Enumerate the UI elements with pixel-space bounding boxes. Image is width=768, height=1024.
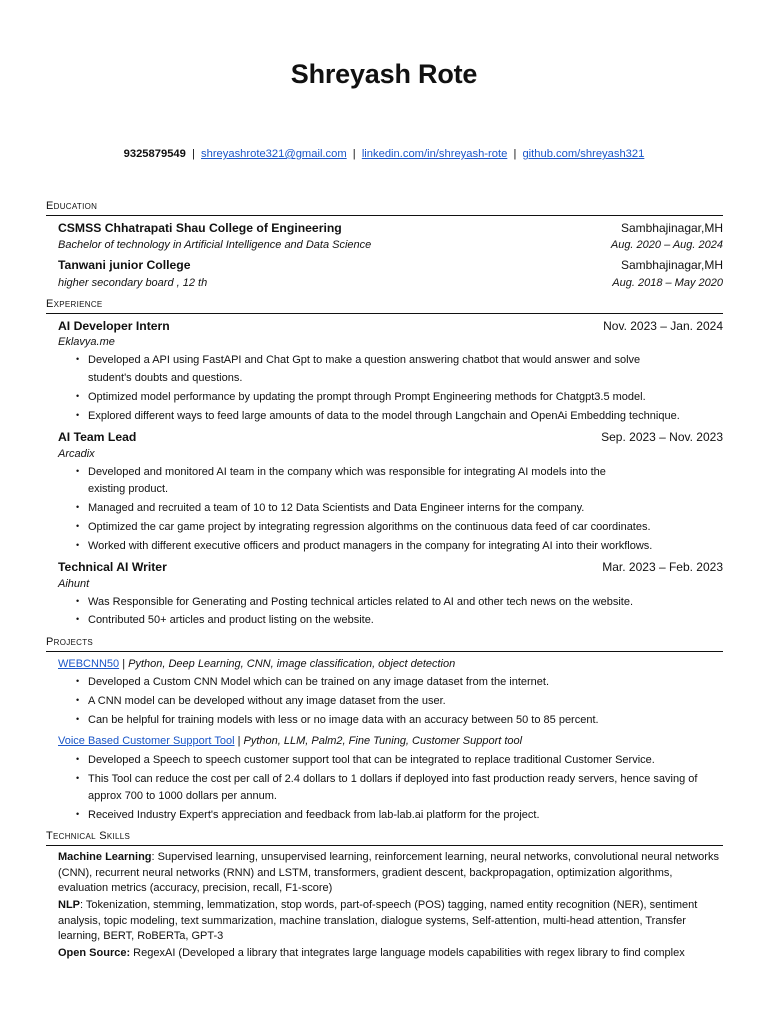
section-title-projects: Projects — [46, 636, 723, 652]
project-tech: Python, LLM, Palm2, Fine Tuning, Customer Support tool — [243, 735, 523, 748]
school-location: Sambhajinagar,MH — [620, 258, 723, 273]
job-title: Technical AI Writer — [58, 559, 167, 574]
project-link[interactable]: WEBCNN50 — [58, 657, 120, 670]
bullet-list — [58, 594, 723, 630]
skill-category — [58, 850, 723, 897]
bullet-item: • Received Industry Expert's appreciation and feedback from lab-lab.ai platform for the project. — [88, 807, 723, 824]
separator: | — [237, 735, 241, 748]
phone-number: 9325879549 — [123, 148, 186, 160]
experience-entry — [46, 318, 723, 425]
project-header — [58, 656, 723, 674]
bullet-item: • Can be helpful for training models with less or no image data with an accuracy between 50 to 85 percent. — [88, 712, 723, 729]
resume-body — [46, 200, 723, 967]
bullet-item: • Developed a Custom CNN Model which can be trained on any image dataset from the internet. — [88, 674, 723, 691]
separator: | — [191, 148, 195, 160]
skill-text: RegexAI (Developed a library that integrates large language models capabilities with regex library to find complex — [130, 946, 685, 959]
job-dates: Nov. 2023 – Jan. 2024 — [603, 318, 723, 333]
bullet-item: • Developed a API using FastAPI and Chat Gpt to make a question answering chatbot that would answer and solve student's doubts and questions. — [88, 352, 648, 387]
education-dates: Aug. 2020 – Aug. 2024 — [610, 239, 723, 252]
company-name: Eklavya.me — [58, 336, 115, 349]
project-link[interactable]: Voice Based Customer Support Tool — [58, 735, 235, 748]
linkedin-link[interactable]: linkedin.com/in/shreyash-rote — [361, 148, 508, 160]
education-entry — [46, 257, 723, 292]
company-name: Aihunt — [58, 577, 90, 590]
bullet-item: • Developed and monitored AI team in the company which was responsible for integrating AI models into the existing product. — [88, 464, 613, 499]
bullet-item: • Contributed 50+ articles and product listing on the website. — [88, 612, 723, 629]
skills-list — [46, 850, 723, 961]
skill-label: Open Source: — [58, 946, 131, 959]
skill-label: NLP — [58, 898, 80, 911]
section-title-education: Education — [46, 200, 723, 216]
bullet-list — [58, 352, 723, 425]
project-header — [58, 733, 723, 751]
bullet-item: • Worked with different executive officers and product managers in the company for integrating AI into their workflows. — [88, 538, 723, 555]
skill-text: : Tokenization, stemming, lemmatization, stop words, part-of-speech (POS) tagging, named entity recognition (NER), sentiment analysis, topic modeling, text summarization, machine translation, dialogue systems, Self-attention, multi-head attention, Transfer learning, BERT, RoBERTa, GPT-3 — [58, 898, 698, 943]
bullet-item: • Explored different ways to feed large amounts of data to the model through Langchain and OpenAi Embedding technique. — [88, 408, 723, 425]
degree: higher secondary board , 12 th — [58, 277, 208, 290]
bullet-item: • Optimized model performance by updating the prompt through Prompt Engineering methods for Chatgpt3.5 model. — [88, 389, 723, 406]
education-section — [46, 200, 723, 292]
degree: Bachelor of technology in Artificial Intelligence and Data Science — [58, 239, 372, 252]
job-title: AI Team Lead — [58, 429, 137, 444]
section-title-skills: Technical Skills — [46, 830, 723, 846]
job-dates: Mar. 2023 – Feb. 2023 — [602, 559, 723, 574]
skill-category — [58, 946, 723, 962]
skill-label: Machine Learning — [58, 851, 152, 864]
experience-entry — [46, 559, 723, 630]
school-location: Sambhajinagar,MH — [620, 220, 723, 235]
skills-section — [46, 830, 723, 961]
email-link[interactable]: shreyashrote321@gmail.com — [201, 148, 347, 160]
separator: | — [513, 148, 517, 160]
separator: | — [352, 148, 356, 160]
bullet-item: • Developed a Speech to speech customer support tool that can be integrated to replace traditional Customer Service. — [88, 752, 723, 769]
experience-entry — [46, 429, 723, 555]
resume-name: Shreyash Rote — [290, 59, 478, 89]
bullet-item: • Was Responsible for Generating and Posting technical articles related to AI and other tech news on the website. — [88, 594, 723, 611]
separator: | — [122, 657, 126, 670]
school-name: Tanwani junior College — [58, 258, 191, 273]
bullet-item: • Optimized the car game project by integrating regression algorithms on the continuous data feed of car coordinates. — [88, 519, 723, 536]
experience-section — [46, 298, 723, 630]
project-entry — [46, 733, 723, 824]
bullet-list — [58, 752, 723, 825]
bullet-item: • This Tool can reduce the cost per call of 2.4 dollars to 1 dollars if deployed into fast production ready servers, hence saving of approx 700 to 1000 dollars per annum. — [88, 771, 723, 806]
bullet-item: • A CNN model can be developed without any image dataset from the user. — [88, 693, 723, 710]
section-title-experience: Experience — [46, 298, 723, 314]
projects-section — [46, 636, 723, 825]
skill-category — [58, 898, 723, 945]
project-entry — [46, 656, 723, 730]
bullet-list — [58, 674, 723, 729]
company-name: Arcadix — [58, 447, 95, 460]
bullet-list — [58, 464, 723, 555]
job-title: AI Developer Intern — [58, 318, 170, 333]
education-dates: Aug. 2018 – May 2020 — [612, 277, 723, 290]
job-dates: Sep. 2023 – Nov. 2023 — [601, 429, 723, 444]
project-tech: Python, Deep Learning, CNN, image classification, object detection — [128, 657, 456, 670]
school-name: CSMSS Chhatrapati Shau College of Engineering — [58, 220, 342, 235]
contact-line — [0, 146, 768, 163]
education-entry — [46, 220, 723, 255]
github-link[interactable]: github.com/shreyash321 — [522, 148, 645, 160]
bullet-item: • Managed and recruited a team of 10 to 12 Data Scientists and Data Engineer interns for the company. — [88, 500, 723, 517]
skill-text: : Supervised learning, unsupervised learning, reinforcement learning, neural networks, convolutional neural networks (CNN), recurrent neural networks (RNN) and LSTM, transformers, gradient descent, backpropagation, optimization algorithms, evaluation metrics (accuracy, precision, recall, F1-score) — [58, 851, 719, 895]
